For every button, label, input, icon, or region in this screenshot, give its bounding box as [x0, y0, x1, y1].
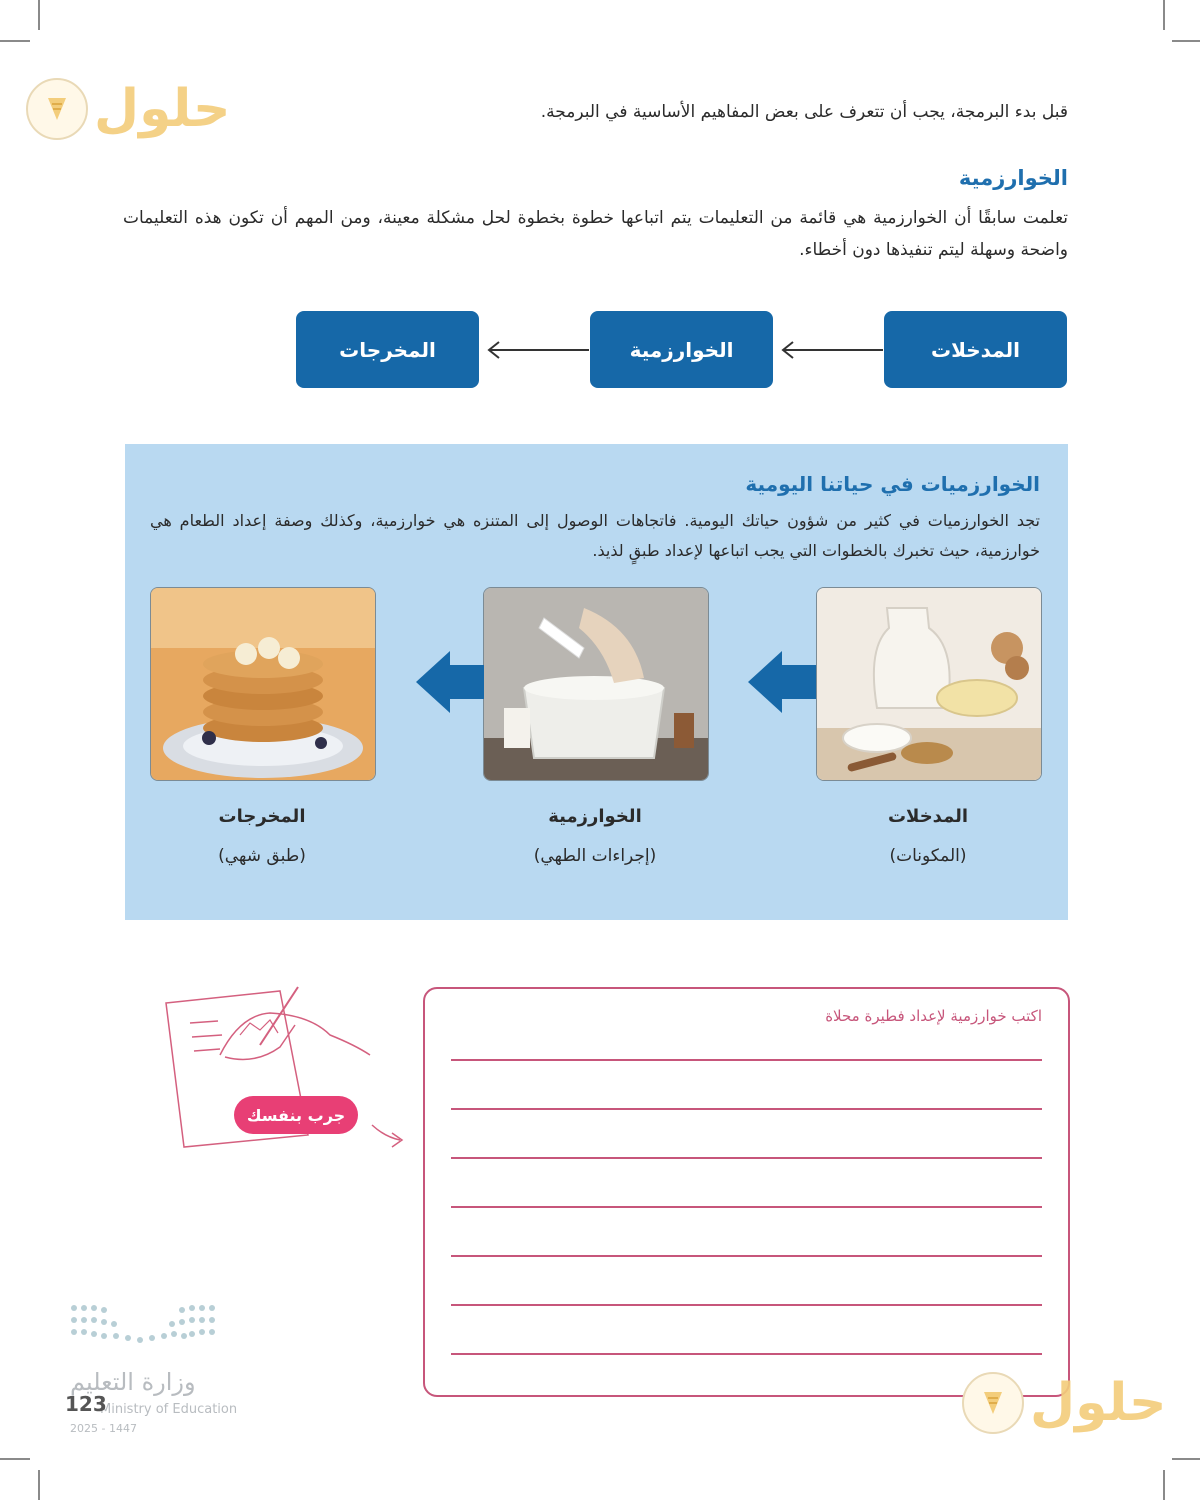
- arrow-left-icon: [485, 340, 591, 360]
- answer-line[interactable]: [451, 1108, 1042, 1110]
- flow-box-inputs: المدخلات: [884, 311, 1067, 388]
- arrow-left-icon: [779, 340, 885, 360]
- arrow-left-icon: [748, 651, 816, 713]
- answer-line[interactable]: [451, 1255, 1042, 1257]
- pencil-icon: [962, 1372, 1024, 1434]
- step-title: الخوارزمية: [548, 806, 642, 827]
- answer-line[interactable]: [451, 1206, 1042, 1208]
- answer-line[interactable]: [451, 1059, 1042, 1061]
- ministry-logo-icon: [68, 1302, 218, 1348]
- ministry-name-english: Ministry of Education: [100, 1402, 238, 1417]
- step-subtitle: (المكونات): [889, 846, 967, 866]
- daily-life-panel: [125, 444, 1068, 920]
- intro-text: قبل بدء البرمجة، يجب أن تتعرف على بعض المفاهيم الأساسية في البرمجة.: [540, 102, 1068, 122]
- section-paragraph: تعلمت سابقًا أن الخوارزمية هي قائمة من التعليمات يتم اتباعها خطوة بخطوة لحل مشكلة معينة، ومن المهم أن تكون هذه التعليمات واضحة وسهلة ليتم تنفيذها دون أخطاء.: [123, 208, 1068, 260]
- pancakes-photo: [150, 587, 376, 781]
- watermark-logo: [26, 78, 230, 140]
- answer-line[interactable]: [451, 1304, 1042, 1306]
- crop-mark: [38, 1470, 40, 1500]
- answer-box[interactable]: [423, 987, 1070, 1397]
- flow-box-algorithm: الخوارزمية: [590, 311, 773, 388]
- section-heading: الخوارزمية: [958, 166, 1068, 190]
- answer-prompt: اكتب خوارزمية لإعداد فطيرة محلاة: [825, 1007, 1042, 1025]
- pencil-icon: [26, 78, 88, 140]
- crop-mark: [38, 0, 40, 30]
- watermark-logo: [962, 1372, 1166, 1434]
- watermark-text: حلول: [94, 79, 231, 139]
- answer-line[interactable]: [451, 1157, 1042, 1159]
- ministry-name-arabic: وزارة التعليم: [70, 1368, 196, 1396]
- try-yourself-badge: جرب بنفسك: [234, 1096, 358, 1134]
- crop-mark: [1163, 0, 1165, 30]
- flow-box-outputs: المخرجات: [296, 311, 479, 388]
- step-title: المخرجات: [218, 806, 306, 827]
- step-subtitle: (طبق شهي): [218, 846, 306, 866]
- crop-mark: [0, 40, 30, 42]
- crop-mark: [1172, 40, 1200, 42]
- ingredients-photo: [816, 587, 1042, 781]
- panel-title: الخوارزميات في حياتنا اليومية: [745, 472, 1040, 496]
- crop-mark: [1163, 1470, 1165, 1500]
- crop-mark: [0, 1458, 30, 1460]
- step-title: المدخلات: [887, 806, 969, 827]
- page-number: 123: [65, 1392, 107, 1416]
- watermark-text: حلول: [1030, 1373, 1167, 1433]
- panel-text: تجد الخوارزميات في كثير من شؤون حياتك اليومية. فاتجاهات الوصول إلى المتنزه هي خوارزمية، وكذلك وصفة إعداد الطعام هي خوارزمية، حيث تخبرك بالخطوات التي يجب اتباعها لإعداد طبقٍ لذيذ.: [150, 511, 1040, 560]
- crop-mark: [1172, 1458, 1200, 1460]
- edition-year: 2025 - 1447: [70, 1422, 137, 1435]
- step-subtitle: (إجراءات الطهي): [533, 846, 657, 866]
- answer-line[interactable]: [451, 1353, 1042, 1355]
- cooking-photo: [483, 587, 709, 781]
- arrow-left-icon: [416, 651, 484, 713]
